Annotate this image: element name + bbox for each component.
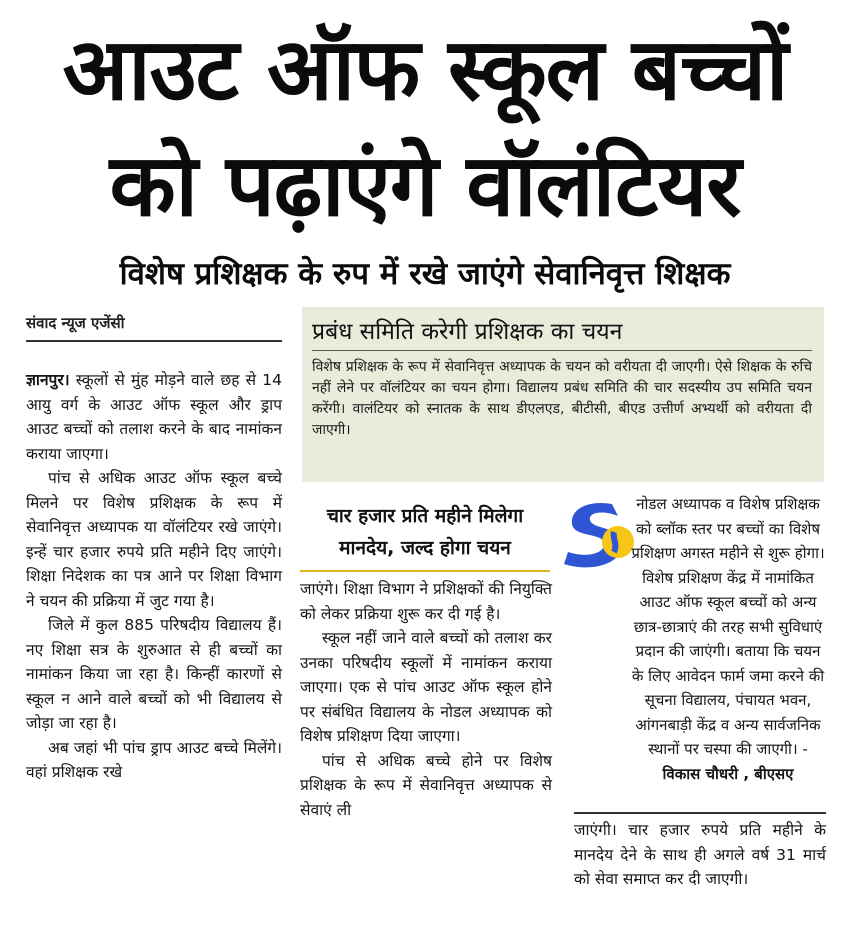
- subhead-2: [300, 500, 550, 564]
- headline-line-2: को पढ़ाएंगे वॉलंटियर: [109, 136, 741, 236]
- column-2: [300, 577, 552, 822]
- column-1-paragraph-1: [26, 368, 282, 466]
- subhead-2-line-1: चार हजार प्रति महीने मिलेगा: [326, 505, 524, 527]
- byline-rule: [26, 340, 282, 342]
- column-3-paragraph-1: [574, 492, 826, 786]
- column-3: [574, 492, 826, 786]
- column-1: [26, 368, 282, 785]
- info-box-text: विशेष प्रशिक्षक के रूप में सेवानिवृत्त अध्यापक के चयन को वरीयता दी जाएगी। ऐसे शिक्षक के रुचि नहीं लेने पर वॉलंटियर का चयन होगा। विद्यालय प्रबंध समिति की चार सदस्यीय उप समिति चयन करेंगी। वालंटियर को स्नातक के साथ डीएलएड, बीटीसी, बीएड उत्तीर्ण अभ्यर्थी को वरीयता दी जाएगी।: [312, 359, 812, 438]
- column-3-credit: विकास चौधरी , बीएसए: [662, 764, 794, 783]
- info-box: [302, 307, 824, 482]
- headline-line-1: आउट ऑफ स्कूल बच्चों: [62, 20, 788, 120]
- column-1-paragraph-4: अब जहां भी पांच ड्राप आउट बच्चे मिलेंगे। वहां प्रशिक्षक रखे: [26, 738, 282, 781]
- column-3-rule: [574, 812, 826, 814]
- subheadline: विशेष प्रशिक्षक के रुप में रखे जाएंगे सेवानिवृत्त शिक्षक: [119, 256, 731, 292]
- column-2-paragraph-2: स्कूल नहीं जाने वाले बच्चों को तलाश कर उनका परिषदीय स्कूलों में नामांकन कराया जाएगा। एक से पांच आउट ऑफ स्कूल होने पर संबंधित विद्यालय के नोडल अध्यापक को विशेष प्रशिक्षण दिया जाएगा।: [300, 629, 552, 745]
- column-2-paragraph-1: जाएंगे। शिक्षा विभाग ने प्रशिक्षकों की नियुक्ति को लेकर प्रक्रिया शुरू कर दी गई है।: [300, 580, 552, 623]
- column-1-paragraph-2: पांच से अधिक आउट ऑफ स्कूल बच्चे मिलने पर विशेष प्रशिक्षक के रूप में सेवानिवृत्त अध्यापक या वॉलंटियर रखे जाएंगे। इन्हें चार हजार रुपये प्रति महीने दिए जाएंगे। शिक्षा निदेशक का पत्र आने पर शिक्षा विभाग ने चयन की प्रक्रिया में जुट गया है।: [26, 469, 282, 610]
- subhead-2-rule: [300, 570, 550, 572]
- column-1-paragraph-1-text: स्कूलों से मुंह मोड़ने वाले छह से 14 आयु वर्ग के आउट ऑफ स्कूल और ड्राप आउट बच्चों को तलाश करने के बाद नामांकन कराया जाएगा।: [26, 371, 282, 463]
- info-box-title: प्रबंध समिति करेगी प्रशिक्षक का चयन: [312, 319, 623, 345]
- column-2-paragraph-3: पांच से अधिक बच्चे होने पर विशेष प्रशिक्षक के रूप में सेवानिवृत्त अध्यापक से सेवाएं ली: [300, 751, 552, 819]
- dateline: ज्ञानपुर।: [26, 371, 70, 389]
- byline: संवाद न्यूज एजेंसी: [26, 314, 125, 332]
- info-box-rule: [312, 350, 812, 351]
- subhead-2-line-2: मानदेय, जल्द होगा चयन: [339, 537, 511, 559]
- column-1-paragraph-3: जिले में कुल 885 परिषदीय विद्यालय हैं। नए शिक्षा सत्र के शुरुआत से ही बच्चों का नामांकन किया जा रहा है। किन्हीं कारणों से स्कूल न आने वाले बच्चों को भी विद्यालय से जोड़ा जा रहा है।: [26, 616, 282, 732]
- column-3-bottom: [574, 818, 826, 892]
- column-3-paragraph-1-text: नोडल अध्यापक व विशेष प्रशिक्षक को ब्लॉक स्तर पर बच्चों का विशेष प्रशिक्षण अगस्त महीने से शुरू होगा। विशेष प्रशिक्षण केंद्र में नामांकित आउट ऑफ स्कूल बच्चों को अन्य छात्र-छात्राएं की तरह सभी सुविधाएं प्रदान की जाएंगी। बताया कि चयन के लिए आवेदन फार्म जमा करने की सूचना विद्यालय, पंचायत भवन, आंगनबाड़ी केंद्र व अन्य सार्वजनिक स्थानों पर चस्पा की जाएगी। -: [631, 495, 825, 758]
- column-3-paragraph-2: जाएंगी। चार हजार रुपये प्रति महीने के मानदेय देने के साथ ही अगले वर्ष 31 मार्च को सेवा समाप्त कर दी जाएगी।: [574, 821, 826, 888]
